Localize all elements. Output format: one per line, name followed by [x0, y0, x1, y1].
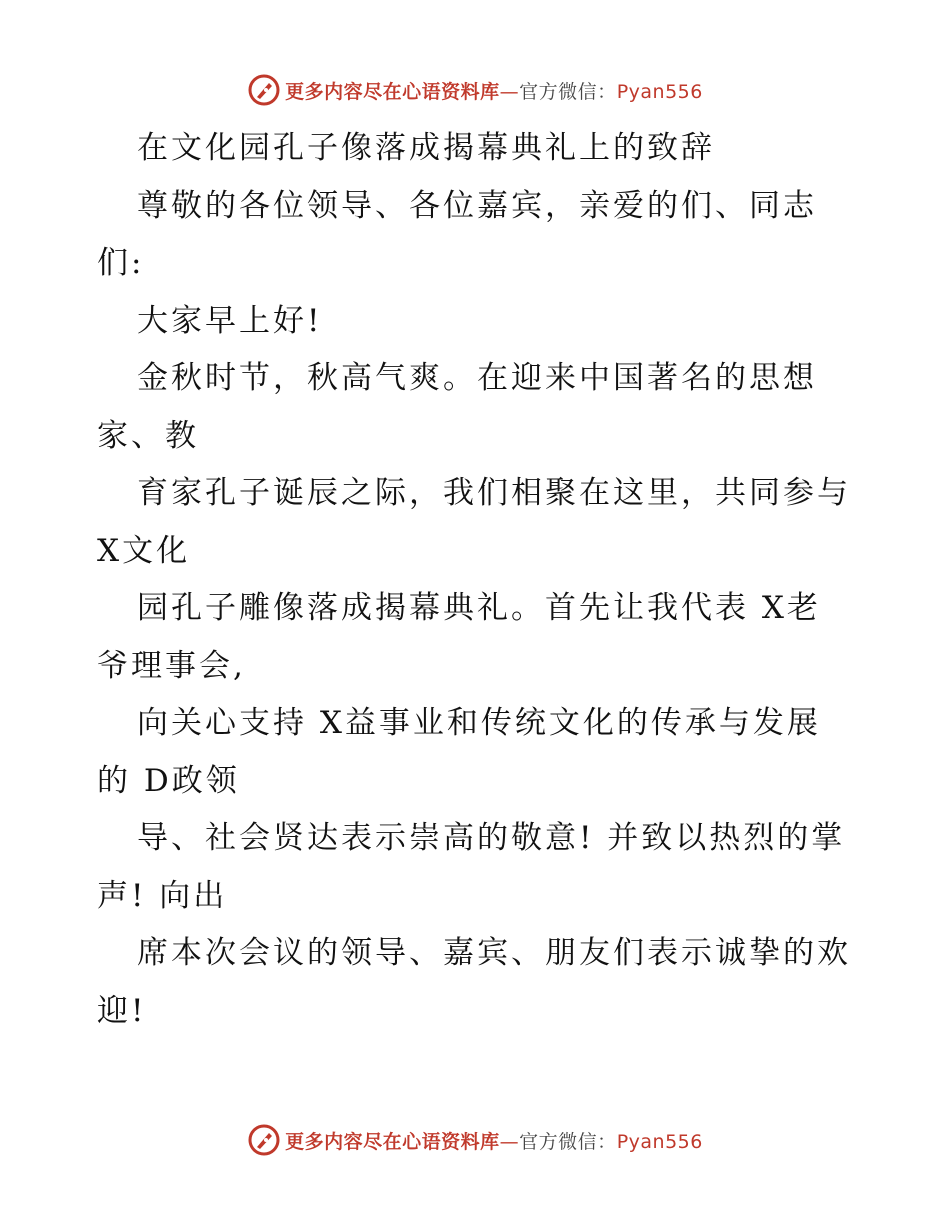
footer-brand: 更多内容尽在心语资料库 [285, 1130, 500, 1153]
footer-official: 官方微信： [519, 1130, 617, 1153]
paragraph-line: 爷理事会, [97, 647, 246, 684]
header-banner [0, 70, 950, 110]
pen-nib-logo-icon [247, 73, 281, 107]
footer-text [285, 1127, 703, 1154]
footer-dash: — [499, 1130, 520, 1153]
pen-nib-logo-icon [247, 1123, 281, 1157]
paragraph-line: X文化 [97, 532, 191, 569]
document-body [97, 120, 857, 1040]
paragraph-line: 园孔子雕像落成揭幕典礼。首先让我代表 X老 [137, 590, 821, 626]
footer-wechat-id: Pyan556 [616, 1130, 703, 1153]
header-dash: — [499, 80, 520, 103]
header-official: 官方微信： [519, 80, 617, 103]
paragraph-line: 向关心支持 X益事业和传统文化的传承与发展 [137, 705, 821, 741]
paragraph-line: 的 D政领 [97, 762, 240, 799]
paragraph-line: 育家孔子诞辰之际，我们相聚在这里，共同参与 [137, 475, 851, 511]
paragraph-line: 声! 向出 [97, 877, 228, 914]
paragraph-line: 尊敬的各位领导、各位嘉宾，亲爱的们、同志 [137, 187, 817, 224]
header-text [285, 77, 703, 104]
paragraph-line: 家、教 [97, 417, 199, 454]
paragraph-line: 大家早上好! [137, 302, 323, 339]
header-wechat-id: Pyan556 [616, 80, 703, 103]
paragraph-line: 迎! [97, 992, 147, 1029]
footer-banner [0, 1120, 950, 1160]
paragraph-line: 席本次会议的领导、嘉宾、朋友们表示诚挚的欢 [137, 935, 851, 971]
paragraph-line: 们: [97, 245, 145, 281]
paragraph-line: 导、社会贤达表示崇高的敬意! 并致以热烈的掌 [137, 820, 846, 856]
document-title: 在文化园孔子像落成揭幕典礼上的致辞 [137, 130, 715, 166]
paragraph-line: 金秋时节，秋高气爽。在迎来中国著名的思想 [137, 360, 817, 396]
header-brand: 更多内容尽在心语资料库 [285, 80, 500, 103]
